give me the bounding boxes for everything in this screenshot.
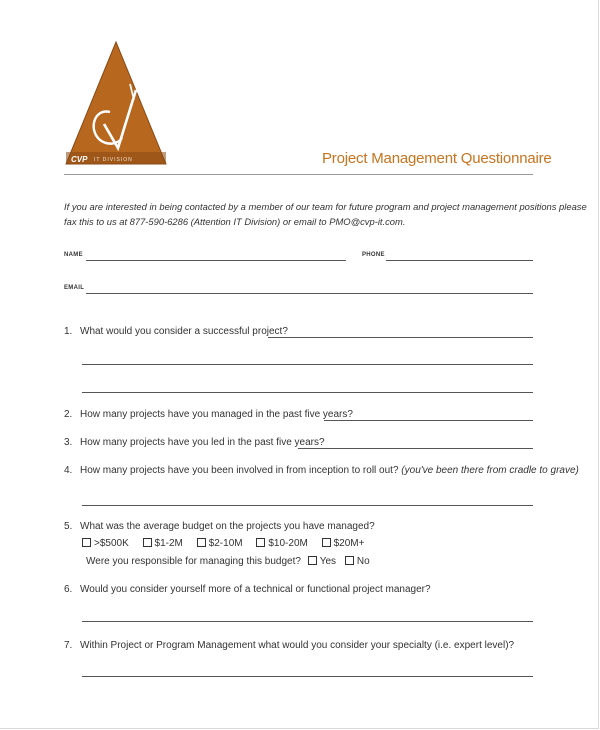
budget-option[interactable] [256,538,307,549]
answer-line[interactable] [82,364,533,365]
answer-line[interactable] [324,420,533,421]
phone-label: PHONE [362,252,385,258]
question-number: 1. [64,326,73,337]
budget-responsibility [86,556,370,567]
option-label: $1-2M [154,538,183,549]
question-text: Would you consider yourself more of a technical or functional project manager? [80,584,431,595]
no-label: No [356,556,370,567]
email-field[interactable] [86,293,533,294]
question-text: What was the average budget on the projects you have managed? [80,521,375,532]
budget-option[interactable] [197,538,243,549]
email-label: EMAIL [64,285,85,291]
yes-label: Yes [319,556,337,567]
question-4-note: (you've been there from cradle to grave) [401,465,579,476]
name-field[interactable] [86,260,346,261]
question-text [80,465,579,476]
question-number: 4. [64,465,73,476]
page-title: Project Management Questionnaire [322,150,552,167]
answer-line[interactable] [298,448,533,449]
checkbox-icon[interactable] [143,538,152,547]
budget-options [82,538,375,549]
budget-option[interactable] [82,538,129,549]
answer-line[interactable] [268,337,533,338]
question-number: 7. [64,640,73,651]
answer-line[interactable] [82,505,533,506]
answer-line[interactable] [82,392,533,393]
option-label: $2-10M [208,538,243,549]
option-label: >$500K [94,538,129,549]
question-number: 3. [64,437,73,448]
checkbox-icon[interactable] [197,538,206,547]
checkbox-icon[interactable] [322,538,331,547]
question-text: How many projects have you managed in the past five years? [80,409,353,420]
question-text: What would you consider a successful project? [80,326,288,337]
intro-line: If you are interested in being contacted by a member of our team for future program and project management positions please [64,201,587,212]
svg-text:IT DIVISION: IT DIVISION [94,157,133,163]
answer-line[interactable] [82,676,533,677]
question-number: 6. [64,584,73,595]
question-number: 5. [64,521,73,532]
budget-option[interactable] [322,538,365,549]
option-label: $20M+ [333,538,365,549]
question-number: 2. [64,409,73,420]
answer-line[interactable] [82,621,533,622]
question-4-text: How many projects have you been involved in from inception to roll out? [80,465,399,476]
intro-line: fax this to us at 877-590-6286 (Attention IT Division) or email to PMO@cvp-it.com. [64,216,406,227]
cvp-logo [64,40,168,166]
budget-option[interactable] [143,538,183,549]
checkbox-icon[interactable] [308,556,317,565]
checkbox-icon[interactable] [345,556,354,565]
svg-text:CVP: CVP [71,155,88,164]
phone-field[interactable] [386,260,533,261]
question-text: How many projects have you led in the past five years? [80,437,325,448]
option-label: $10-20M [268,538,308,549]
intro-text [64,199,587,229]
title-divider [64,174,533,175]
checkbox-icon[interactable] [82,538,91,547]
followup-text: Were you responsible for managing this budget? [86,556,301,567]
checkbox-icon[interactable] [256,538,265,547]
question-text: Within Project or Program Management what would you consider your specialty (i.e. expert level)? [80,640,515,651]
name-label: NAME [64,252,83,258]
